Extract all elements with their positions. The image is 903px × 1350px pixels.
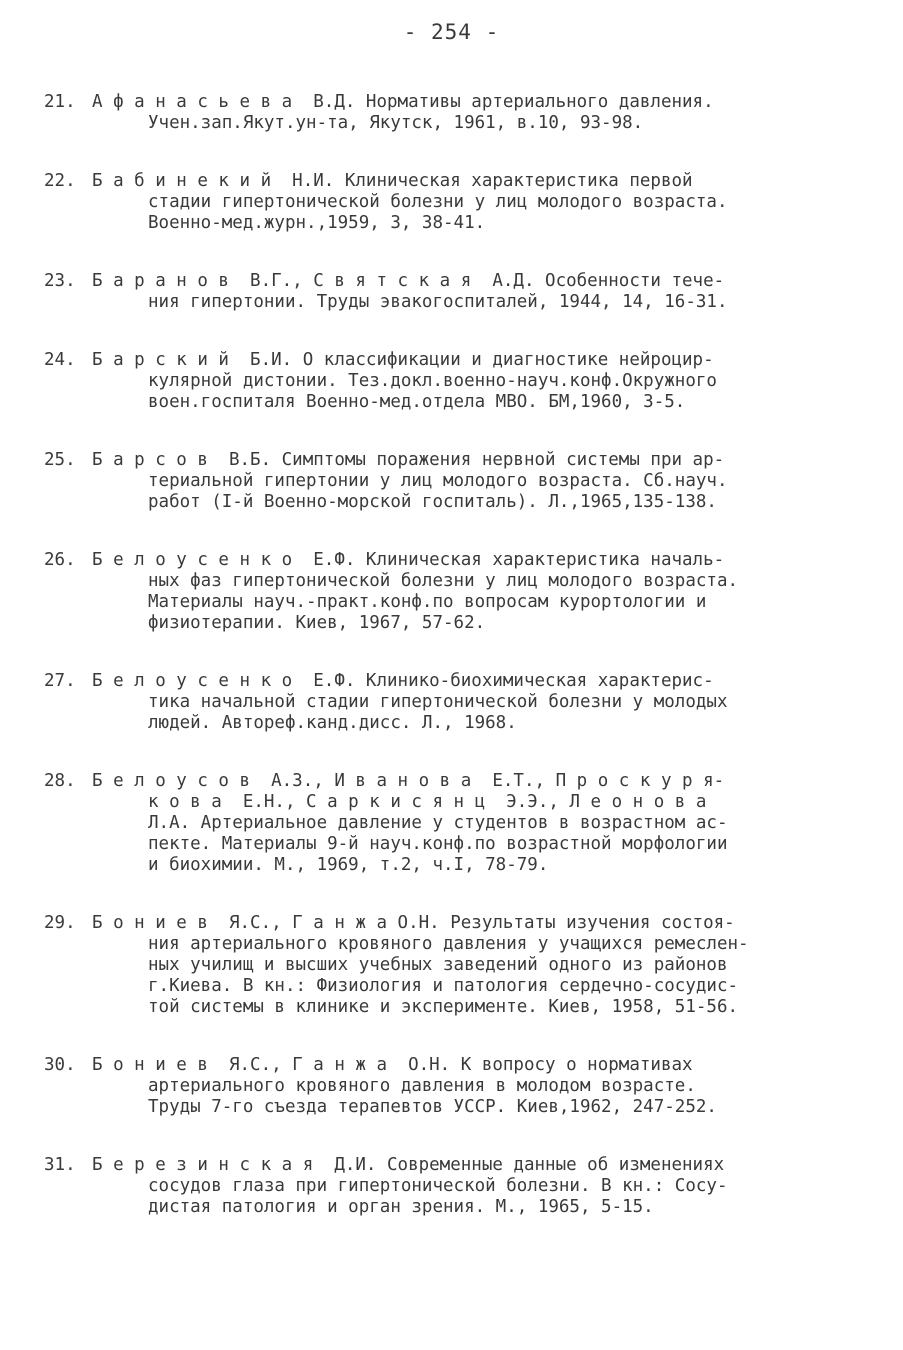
entry-text (92, 913, 854, 1018)
entry-line: г.Киева. В кн.: Физиология и патология сердечно-сосудис- (148, 976, 739, 996)
entry-number: 25. (44, 450, 76, 470)
entry-text (92, 171, 854, 234)
entry-text (92, 550, 854, 634)
entry-line: Б а р а н о в В.Г., С в я т с к а я А.Д. Особенности тече- (92, 271, 725, 291)
entry-line: к о в а Е.Н., С а р к и с я н ц Э.Э., Л е о н о в а (148, 792, 707, 812)
entry-number: 23. (44, 271, 76, 291)
entry-line: ных фаз гипертонической болезни у лиц молодого возраста. (148, 571, 739, 591)
entry-line: Военно-мед.журн.,1959, 3, 38-41. (148, 213, 486, 233)
bibliography-entry (44, 913, 854, 1018)
entry-text (92, 92, 854, 134)
entry-line: воен.госпиталя Военно-мед.отдела МВО. БМ,1960, 3-5. (148, 392, 686, 412)
entry-line: куляpной дистонии. Тез.докл.военно-науч.конф.Окружного (148, 371, 717, 391)
entry-line: Л.А. Артериальное давление у студентов в возрастном ас- (148, 813, 728, 833)
entry-text (92, 1055, 854, 1118)
entry-line: и биохимии. М., 1969, т.2, ч.I, 78-79. (148, 855, 549, 875)
entry-line: Б о н и е в Я.С., Г а н ж а О.Н. К вопросу о нормативах (92, 1055, 693, 1075)
entry-line: дистая патология и орган зрения. М., 1965, 5-15. (148, 1197, 654, 1217)
bibliography-entry (44, 771, 854, 876)
entry-text (92, 450, 854, 513)
entry-line: той системы в клинике и эксперименте. Киев, 1958, 51-56. (148, 997, 739, 1017)
bibliography-entry (44, 271, 854, 313)
entry-number: 30. (44, 1055, 76, 1075)
entry-line: Б е л о у с е н к о Е.Ф. Клинико-биохимическая характерис- (92, 671, 714, 691)
entry-number: 24. (44, 350, 76, 370)
entry-line: Учен.зап.Якут.ун-та, Якутск, 1961, в.10, 93-98. (148, 113, 644, 133)
entry-text (92, 671, 854, 734)
entry-number: 31. (44, 1155, 76, 1175)
entry-line: Б а р с о в В.Б. Симптомы поражения нервной системы при ар- (92, 450, 725, 470)
entry-line: пекте. Материалы 9-й науч.конф.по возрастной морфологии (148, 834, 728, 854)
bibliography-entry (44, 92, 854, 134)
entry-text (92, 771, 854, 876)
bibliography-entry (44, 671, 854, 734)
entry-line: тика начальной стадии гипертонической болезни у молодых (148, 692, 728, 712)
page-number: - 254 - (403, 20, 500, 44)
entry-line: Материалы науч.-практ.конф.по вопросам курортологии и (148, 592, 707, 612)
entry-line: Б а р с к и й Б.И. О классификации и диагностике нейроцир- (92, 350, 714, 370)
bibliography-entry (44, 1155, 854, 1218)
entry-text (92, 271, 854, 313)
entry-line: стадии гипертонической болезни у лиц молодого возраста. (148, 192, 728, 212)
bibliography-entry (44, 171, 854, 234)
entry-line: Б а б и н е к и й Н.И. Клиническая характеристика первой (92, 171, 693, 191)
entry-number: 22. (44, 171, 76, 191)
entry-line: ния гипертонии. Труды эвакогоспиталей, 1944, 14, 16-31. (148, 292, 728, 312)
entry-line: людей. Автореф.канд.дисс. Л., 1968. (148, 713, 517, 733)
entry-line: Б е р е з и н с к а я Д.И. Современные данные об изменениях (92, 1155, 725, 1175)
bibliography-entry (44, 350, 854, 413)
entry-number: 21. (44, 92, 76, 112)
entry-number: 28. (44, 771, 76, 791)
entry-line: работ (I-й Военно-морской госпиталь). Л.,1965,135-138. (148, 492, 717, 512)
entry-line: териальной гипертонии у лиц молодого возраста. Сб.науч. (148, 471, 728, 491)
entry-line: ных училищ и высших учебных заведений одного из районов (148, 955, 728, 975)
entry-text (92, 1155, 854, 1218)
entry-line: Б е л о у с о в А.З., И в а н о в а Е.Т., П р о с к у р я- (92, 771, 725, 791)
entry-line: Б о н и е в Я.С., Г а н ж а О.Н. Результаты изучения состоя- (92, 913, 735, 933)
entry-line: ния артериального кровяного давления у учащихся ремеслен- (148, 934, 749, 954)
bibliography-entry (44, 450, 854, 513)
bibliography-entry (44, 1055, 854, 1118)
entry-line: Б е л о у с е н к о Е.Ф. Клиническая характеристика началь- (92, 550, 725, 570)
entry-line: сосудов глаза при гипертонической болезни. В кн.: Сосу- (148, 1176, 728, 1196)
entry-number: 29. (44, 913, 76, 933)
bibliography-entry (44, 550, 854, 634)
entry-line: А ф а н а с ь е в а В.Д. Нормативы артериального давления. (92, 92, 714, 112)
entry-line: Труды 7-го съезда терапевтов УССР. Киев,1962, 247-252. (148, 1097, 717, 1117)
entry-number: 26. (44, 550, 76, 570)
entry-line: физиотерапии. Киев, 1967, 57-62. (148, 613, 486, 633)
entry-text (92, 350, 854, 413)
entry-line: артериального кровяного давления в молодом возрасте. (148, 1076, 696, 1096)
entry-number: 27. (44, 671, 76, 691)
bibliography-list (44, 92, 854, 1255)
